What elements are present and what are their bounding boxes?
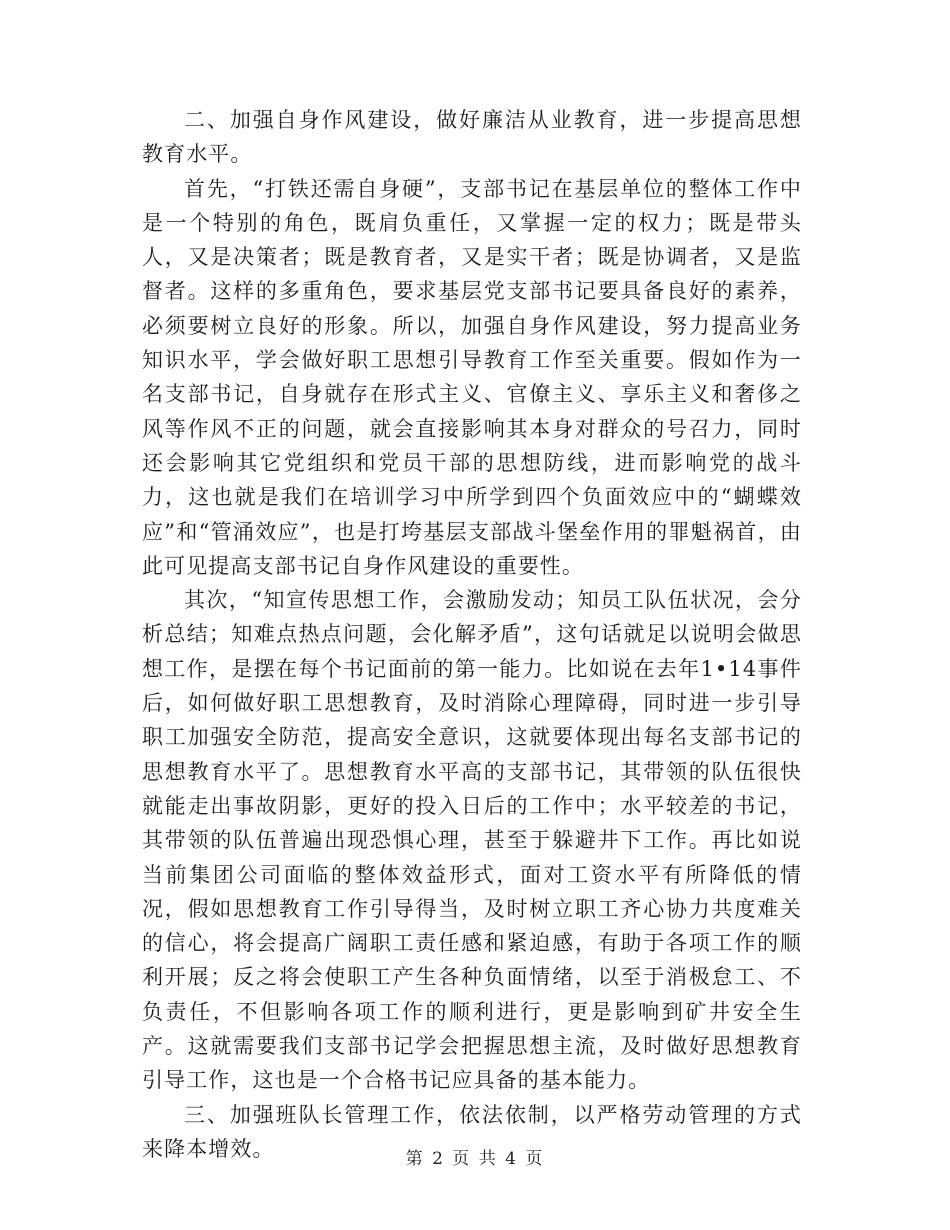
paragraph-second-point: 其次，“知宣传思想工作，会激励发动；知员工队伍状况，会分析总结；知难点热点问题，会化解矛盾”，这句话就足以说明会做思想工作，是摆在每个书记面前的第一能力。比如说在去年1•14事件后，如何做好职工思想教育，及时消除心理障碍，同时进一步引导职工加强安全防范，提高安全意识，这就要体现出每名支部书记的思想教育水平了。思想教育水平高的支部书记，其带领的队伍很快就能走出事故阴影，更好的投入日后的工作中；水平较差的书记，其带领的队伍普遍出现恐惧心理，甚至于躲避井下工作。再比如说当前集团公司面临的整体效益形式，面对工资水平有所降低的情况，假如思想教育工作引导得当，及时树立职工齐心协力共度难关的信心，将会提高广阔职工责任感和紧迫感，有助于各项工作的顺利开展；反之将会使职工产生各种负面情绪，以至于消极怠工、不负责任，不但影响各项工作的顺利进行，更是影响到矿井安全生产。这就需要我们支部书记学会把握思想主流，及时做好思想教育引导工作，这也是一个合格书记应具备的基本能力。 [142,588,802,1093]
section-heading-3: 三、加强班队长管理工作，依法依制，以严格劳动管理的方式来降本增效。 [142,1102,802,1161]
section-heading-2: 二、加强自身作风建设，做好廉洁从业教育，进一步提高思想教育水平。 [142,108,802,167]
page-number-footer: 第 2 页 共 4 页 [405,1149,545,1169]
paragraph-first-point: 首先，“打铁还需自身硬”，支部书记在基层单位的整体工作中是一个特别的角色，既肩负重任，又掌握一定的权力；既是带头人，又是决策者；既是教育者，又是实干者；既是协调者，又是监督者。这样的多重角色，要求基层党支部书记要具备良好的素养，必须要树立良好的形象。所以，加强自身作风建设，努力提高业务知识水平，学会做好职工思想引导教育工作至关重要。假如作为一名支部书记，自身就存在形式主义、官僚主义、享乐主义和奢侈之风等作风不正的问题，就会直接影响其本身对群众的号召力，同时还会影响其它党组织和党员干部的思想防线，进而影响党的战斗力，这也就是我们在培训学习中所学到四个负面效应中的“蝴蝶效应”和“管涌效应”，也是打垮基层支部战斗堡垒作用的罪魁祸首，由此可见提高支部书记自身作风建设的重要性。 [142,176,802,578]
document-body [142,103,802,1166]
